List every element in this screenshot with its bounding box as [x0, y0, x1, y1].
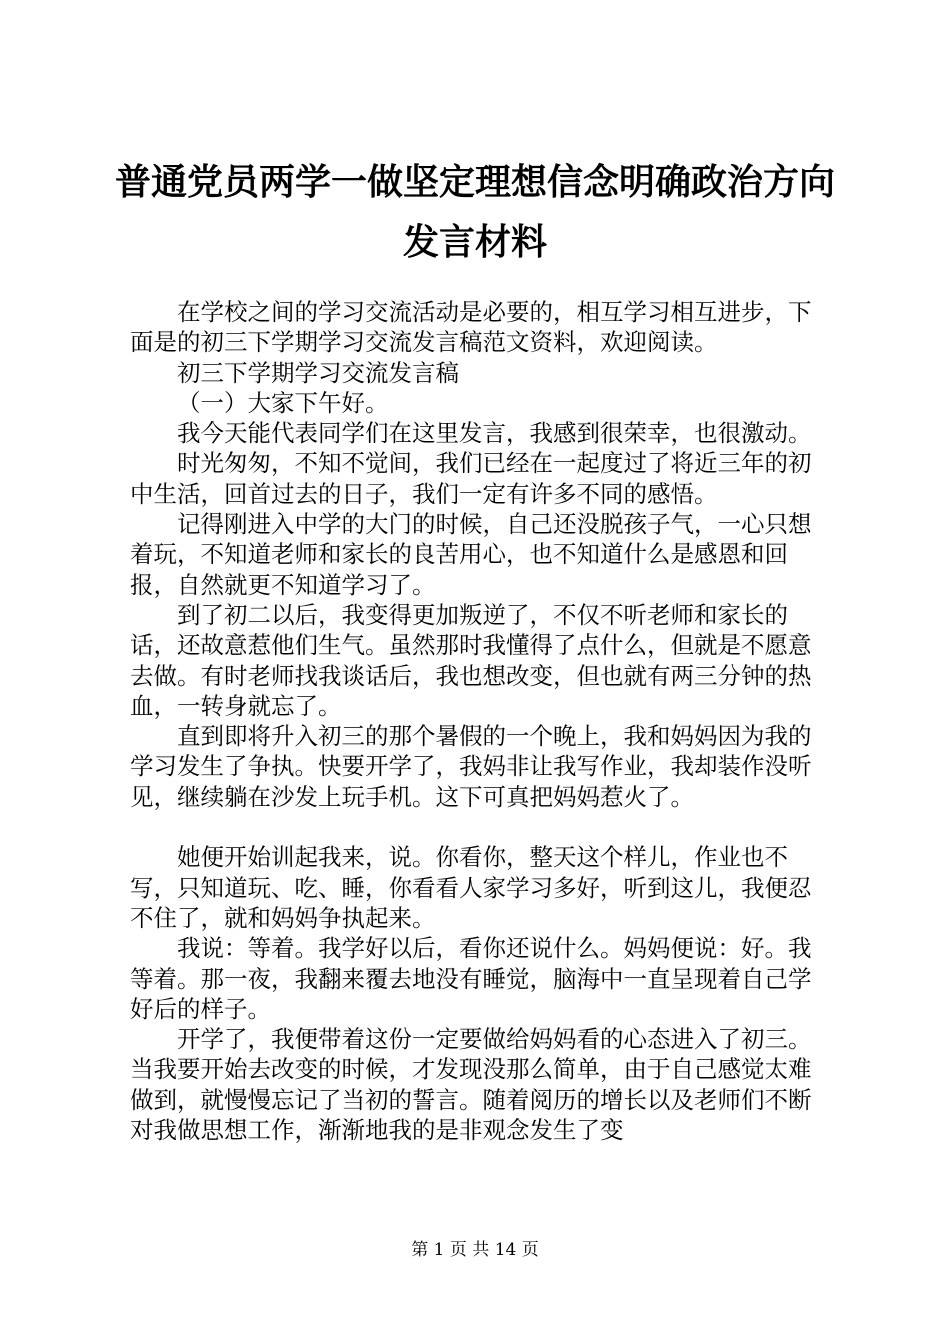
paragraph: 时光匆匆，不知不觉间，我们已经在一起度过了将近三年的初中生活，回首过去的日子，我们一定有许多不同的感悟。 [130, 449, 812, 508]
paragraph: 直到即将升入初三的那个暑假的一个晚上，我和妈妈因为我的学习发生了争执。快要开学了，我妈非让我写作业，我却装作没听见，继续躺在沙发上玩手机。这下可真把妈妈惹火了。 [130, 722, 812, 811]
document-title-line-1: 普通党员两学一做坚定理想信念明确政治方向 [114, 161, 835, 203]
page-number-footer: 第 1 页 共 14 页 [411, 1240, 539, 1260]
paragraph: 我今天能代表同学们在这里发言，我感到很荣幸，也很激动。 [177, 419, 812, 448]
paragraph-intro: 在学校之间的学习交流活动是必要的，相互学习相互进步，下面是的初三下学期学习交流发言稿范文资料，欢迎阅读。 [130, 298, 812, 357]
document-body [130, 297, 832, 1145]
paragraph: 我说：等着。我学好以后，看你还说什么。妈妈便说：好。我等着。那一夜，我翻来覆去地没有睡觉，脑海中一直呈现着自己学好后的样子。 [130, 934, 812, 1023]
document-title-line-2: 发言材料 [402, 221, 547, 263]
paragraph: 到了初二以后，我变得更加叛逆了，不仅不听老师和家长的话，还故意惹他们生气。虽然那时我懂得了点什么，但就是不愿意去做。有时老师找我谈话后，我也想改变，但也就有两三分钟的热血，一转身就忘了。 [130, 600, 812, 720]
paragraph-greeting: （一）大家下午好。 [177, 388, 389, 417]
paragraph-subtitle: 初三下学期学习交流发言稿 [177, 358, 459, 387]
paragraph: 记得刚进入中学的大门的时候，自己还没脱孩子气，一心只想着玩，不知道老师和家长的良苦用心，也不知道什么是感恩和回报，自然就更不知道学习了。 [130, 510, 812, 599]
paragraph: 她便开始训起我来，说。你看你，整天这个样儿，作业也不写，只知道玩、吃、睡，你看看人家学习多好，听到这儿，我便忍不住了，就和妈妈争执起来。 [130, 843, 812, 932]
paragraph: 开学了，我便带着这份一定要做给妈妈看的心态进入了初三。当我要开始去改变的时候，才发现没那么简单，由于自己感觉太难做到，就慢慢忘记了当初的誓言。随着阅历的增长以及老师们不断对我做思想工作，渐渐地我的是非观念发生了变 [130, 1025, 812, 1145]
